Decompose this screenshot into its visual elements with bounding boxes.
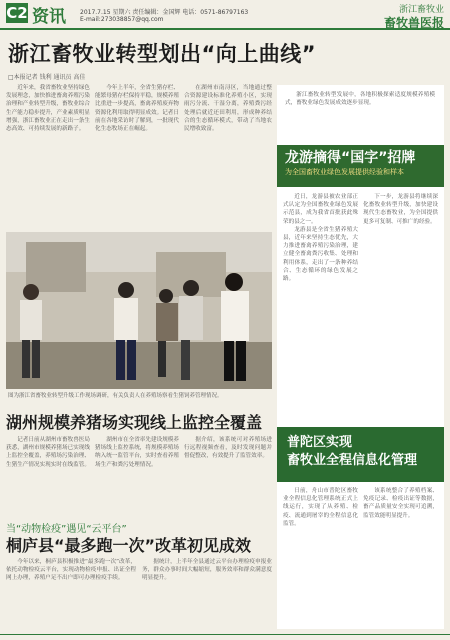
side-lower-headline-1: 普陀区实现 [287, 435, 353, 450]
tonglu-headline: 桐庐县“最多跑一次”改革初见成效 [6, 536, 252, 555]
side-top-text: 浙江畜牧业转型发展中，各地积极探索适度规模养殖模式，畜牧业绿色发展成效逐步显现。 [285, 92, 435, 107]
photo-caption: 图为浙江省畜牧业转型升级工作现场调研，有关负责人在养殖场察看生猪饲养管理情况。 [8, 393, 223, 399]
tonglu-column-2 [142, 558, 272, 632]
huzhou-headline: 湖州规模养猪场实现线上监控全覆盖 [6, 413, 263, 432]
side-lower-headline-2: 畜牧业全程信息化管理 [287, 453, 418, 468]
paper-name-large: 畜牧兽医报 [383, 16, 444, 30]
side-lower-paragraph: 该系统整合了养殖档案、免疫记录、检疫出证等数据，畜产品质量安全实现可追溯，监管效能明显提升。 [363, 488, 438, 519]
huzhou-paragraph: 据介绍，该系统可对养殖场进行远程视频查看，及时发现问题并督促整改，有效提升了监管效率。 [184, 437, 272, 460]
tonglu-paragraph: 今年以来，桐庐县积极推进“最多跑一次”改革，依托动物检疫云平台，实现动物检疫申报、出证全程网上办理，养殖户足不出户即可办理检疫手续。 [6, 559, 136, 582]
huzhou-paragraph: 记者日前从湖州市畜牧兽医局获悉，湖州市规模养猪场已实现线上监控全覆盖，养殖场污染治理、生猪生产情况实现实时在线监管。 [6, 437, 90, 468]
sidebar [277, 85, 444, 629]
page-code: C2 [6, 4, 28, 22]
side-subhead: 为全国畜牧业绿色发展提供经验和样本 [285, 168, 404, 176]
side-lower-column-2 [363, 487, 438, 625]
lead-column-2 [95, 84, 179, 228]
lead-paragraph: 今年上半年，全省生猪存栏、能繁母猪存栏保持平稳，规模养殖比重进一步提高，畜禽养殖废弃物资源化利用取得明显成效。记者日前在各地采访时了解到，一批现代化生态牧场正在崛起。 [95, 85, 179, 133]
lead-column-1 [6, 84, 90, 228]
side-paragraph: 近日，龙游县被农业部正式认定为全国畜牧业绿色发展示范县，成为我省首批获此殊荣的县之一。 [283, 194, 358, 225]
side-headline: 龙游摘得“国字”招牌 [285, 150, 416, 166]
huzhou-column-3 [184, 436, 272, 518]
side-lower-column-1 [283, 487, 358, 625]
lead-column-3 [184, 84, 272, 228]
huzhou-column-1 [6, 436, 90, 518]
side-column-2 [363, 193, 438, 421]
huzhou-paragraph: 湖州市在全省率先建设规模养猪场线上监控系统，将规模养殖场纳入统一监管平台，实时查看养殖场生产和粪污处理情况。 [95, 437, 179, 468]
lead-paragraph: 近年来，我省畜牧业坚持绿色发展理念，加快推进畜禽养殖污染治理和产业转型升级，畜牧业综合生产能力稳步提升，产业素质明显增强，浙江畜牧业正在走出一条生态高效、可持续发展的新路子。 [6, 85, 90, 133]
date-line: 2017.7.15 星期六 责任编辑：金国辉 电话：0571-86797163 [80, 9, 249, 16]
paper-name-small: 浙江畜牧业 [398, 5, 444, 15]
news-photo [6, 232, 272, 389]
side-paragraph: 龙游县是全省生猪养殖大县，近年来坚持生态优先，大力推进畜禽养殖污染治理，建立健全畜禽粪污收集、处理和利用体系，走出了一条种养结合、生态循环的绿色发展之路。 [283, 226, 358, 283]
tonglu-paragraph: 据统计，上半年全县通过云平台办理检疫申报业务，群众办事时间大幅缩短，服务效率和群众满意度明显提升。 [142, 559, 272, 582]
footer-rule [0, 634, 450, 635]
tonglu-kicker: 当“动物检疫”遇见“云平台” [6, 524, 127, 535]
side-paragraph: 下一步，龙游县将继续深化畜牧业转型升级，加快建设现代生态畜牧业，为全国提供更多可复制、可推广的经验。 [363, 194, 438, 225]
side-lower-paragraph: 日前，舟山市普陀区畜牧业全程信息化管理系统正式上线运行，实现了从养殖、检疫、流通到屠宰的全程信息化监管。 [283, 488, 358, 527]
tonglu-column-1 [6, 558, 136, 632]
section-title: 资讯 [32, 7, 66, 27]
lead-paragraph: 在湖州市南浔区，当地通过整合资源建设标准化养殖小区，实现雨污分流、干湿分离，养殖粪污经处理后就近还田利用，形成种养结合的生态循环模式，带动了当地农民增收致富。 [184, 85, 272, 133]
side-column-1 [283, 193, 358, 421]
lead-headline: 浙江畜牧业转型划出“向上曲线” [8, 42, 317, 66]
huzhou-column-2 [95, 436, 179, 518]
email-line: E-mail:273038857@qq.com [80, 16, 164, 23]
lead-byline: □本报记者 钱利 通讯员 高佳 [8, 74, 86, 81]
